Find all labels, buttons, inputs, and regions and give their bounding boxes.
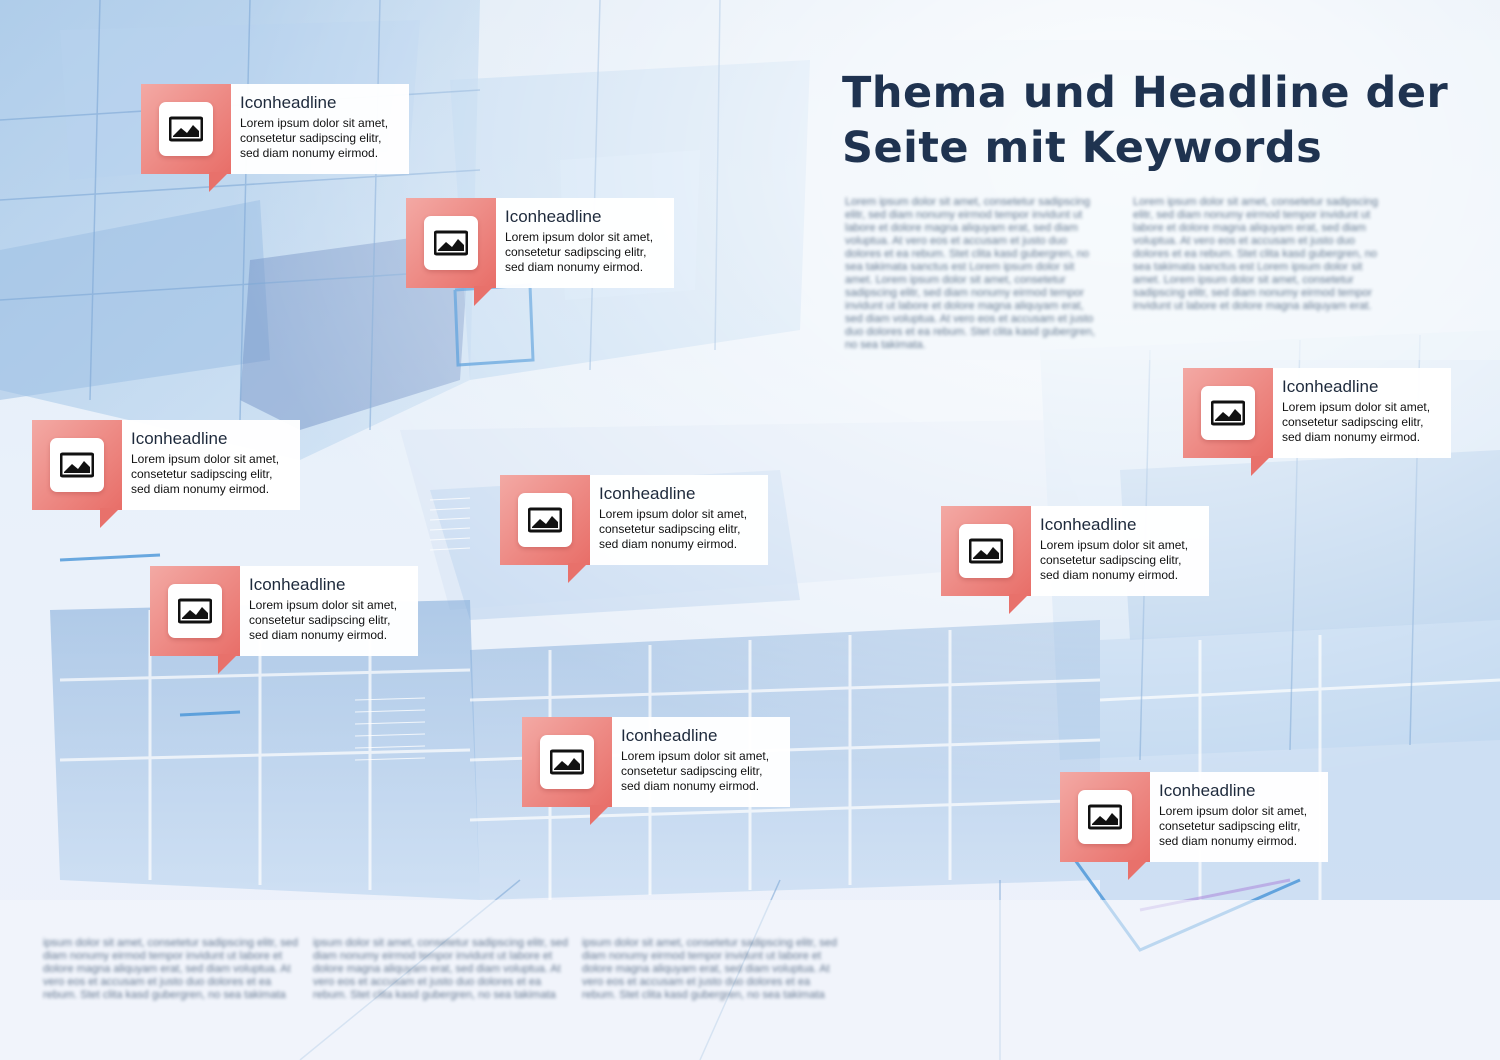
- callout-text: [612, 717, 790, 807]
- image-icon: [424, 216, 478, 270]
- callout-9: [1060, 772, 1328, 862]
- headline-line-2: Seite mit Keywords: [842, 123, 1323, 173]
- callout-8: [1183, 368, 1451, 458]
- footer-column-2: ipsum dolor sit amet, consetetur sadipscing elitr, sed diam nonumy eirmod tempor invidunt ut labore et dolore magna aliquyam erat, sed diam voluptua. At vero eos et accusam et justo duo dolores et ea rebum. Stet clita kasd gubergren, no sea takimata: [313, 937, 568, 1001]
- callout-text: [231, 84, 409, 174]
- callout-title: Iconheadline: [1040, 515, 1137, 534]
- callout-3: [32, 420, 300, 510]
- image-icon: [168, 584, 222, 638]
- callout-title: Iconheadline: [249, 575, 346, 594]
- callout-icon-badge: [406, 198, 496, 288]
- callout-title: Iconheadline: [131, 429, 228, 448]
- intro-column-2: Lorem ipsum dolor sit amet, consetetur sadipscing elitr, sed diam nonumy eirmod tempor invidunt ut labore et dolore magna aliquyam erat, sed diam voluptua. At vero eos et accusam et justo duo dolores et ea rebum. Stet clita kasd gubergren, no sea takimata sanctus est Lorem ipsum dolor sit amet. Lorem ipsum dolor sit amet, consetetur sadipscing elitr, sed diam nonumy eirmod tempor invidunt ut labore et dolore magna aliquyam erat.: [1133, 196, 1379, 312]
- callout-text: [1273, 368, 1451, 458]
- callout-body: Lorem ipsum dolor sit amet, consetetur sadipscing elitr, sed diam nonumy eirmod.: [621, 749, 770, 793]
- callout-body: Lorem ipsum dolor sit amet, consetetur sadipscing elitr, sed diam nonumy eirmod.: [1282, 400, 1431, 444]
- callout-body: Lorem ipsum dolor sit amet, consetetur sadipscing elitr, sed diam nonumy eirmod.: [1159, 804, 1308, 848]
- callout-1: [141, 84, 409, 174]
- callout-body: Lorem ipsum dolor sit amet, consetetur sadipscing elitr, sed diam nonumy eirmod.: [131, 452, 280, 496]
- image-icon: [1078, 790, 1132, 844]
- callout-icon-badge: [150, 566, 240, 656]
- callout-7: [941, 506, 1209, 596]
- callout-4: [150, 566, 418, 656]
- footer-column-3: ipsum dolor sit amet, consetetur sadipscing elitr, sed diam nonumy eirmod tempor invidunt ut labore et dolore magna aliquyam erat, sed diam voluptua. At vero eos et accusam et justo duo dolores et ea rebum. Stet clita kasd gubergren, no sea takimata: [582, 937, 837, 1001]
- image-icon: [518, 493, 572, 547]
- callout-body: Lorem ipsum dolor sit amet, consetetur sadipscing elitr, sed diam nonumy eirmod.: [1040, 538, 1189, 582]
- callout-title: Iconheadline: [505, 207, 602, 226]
- callout-title: Iconheadline: [1282, 377, 1379, 396]
- callout-title: Iconheadline: [599, 484, 696, 503]
- callout-body: Lorem ipsum dolor sit amet, consetetur sadipscing elitr, sed diam nonumy eirmod.: [599, 507, 748, 551]
- intro-column-1: Lorem ipsum dolor sit amet, consetetur sadipscing elitr, sed diam nonumy eirmod tempor invidunt ut labore et dolore magna aliquyam erat, sed diam voluptua. At vero eos et accusam et justo duo dolores et ea rebum. Stet clita kasd gubergren, no sea takimata sanctus est Lorem ipsum dolor sit amet. Lorem ipsum dolor sit amet, consetetur sadipscing elitr, sed diam nonumy eirmod tempor invidunt ut labore et dolore magna aliquyam erat, sed diam voluptua. At vero eos et accusam et justo duo dolores et ea rebum. Stet clita kasd gubergren, no sea takimata.: [845, 196, 1096, 351]
- image-icon: [50, 438, 104, 492]
- callout-icon-badge: [522, 717, 612, 807]
- page-headline: [842, 66, 1482, 176]
- callout-text: [590, 475, 768, 565]
- callout-2: [406, 198, 674, 288]
- callout-icon-badge: [141, 84, 231, 174]
- callout-6: [522, 717, 790, 807]
- image-icon: [159, 102, 213, 156]
- callout-title: Iconheadline: [240, 93, 337, 112]
- image-icon: [540, 735, 594, 789]
- image-icon: [1201, 386, 1255, 440]
- callout-5: [500, 475, 768, 565]
- callout-icon-badge: [32, 420, 122, 510]
- callout-body: Lorem ipsum dolor sit amet, consetetur sadipscing elitr, sed diam nonumy eirmod.: [249, 598, 398, 642]
- headline-line-1: Thema und Headline der: [842, 68, 1449, 118]
- callout-icon-badge: [1060, 772, 1150, 862]
- callout-title: Iconheadline: [621, 726, 718, 745]
- callout-body: Lorem ipsum dolor sit amet, consetetur sadipscing elitr, sed diam nonumy eirmod.: [240, 116, 389, 160]
- callout-text: [122, 420, 300, 510]
- callout-text: [1031, 506, 1209, 596]
- callout-text: [240, 566, 418, 656]
- callout-icon-badge: [500, 475, 590, 565]
- image-icon: [959, 524, 1013, 578]
- footer-column-1: ipsum dolor sit amet, consetetur sadipscing elitr, sed diam nonumy eirmod tempor invidunt ut labore et dolore magna aliquyam erat, sed diam voluptua. At vero eos et accusam et justo duo dolores et ea rebum. Stet clita kasd gubergren, no sea takimata: [43, 937, 298, 1001]
- callout-icon-badge: [941, 506, 1031, 596]
- callout-text: [496, 198, 674, 288]
- callout-title: Iconheadline: [1159, 781, 1256, 800]
- callout-text: [1150, 772, 1328, 862]
- callout-icon-badge: [1183, 368, 1273, 458]
- callout-body: Lorem ipsum dolor sit amet, consetetur sadipscing elitr, sed diam nonumy eirmod.: [505, 230, 654, 274]
